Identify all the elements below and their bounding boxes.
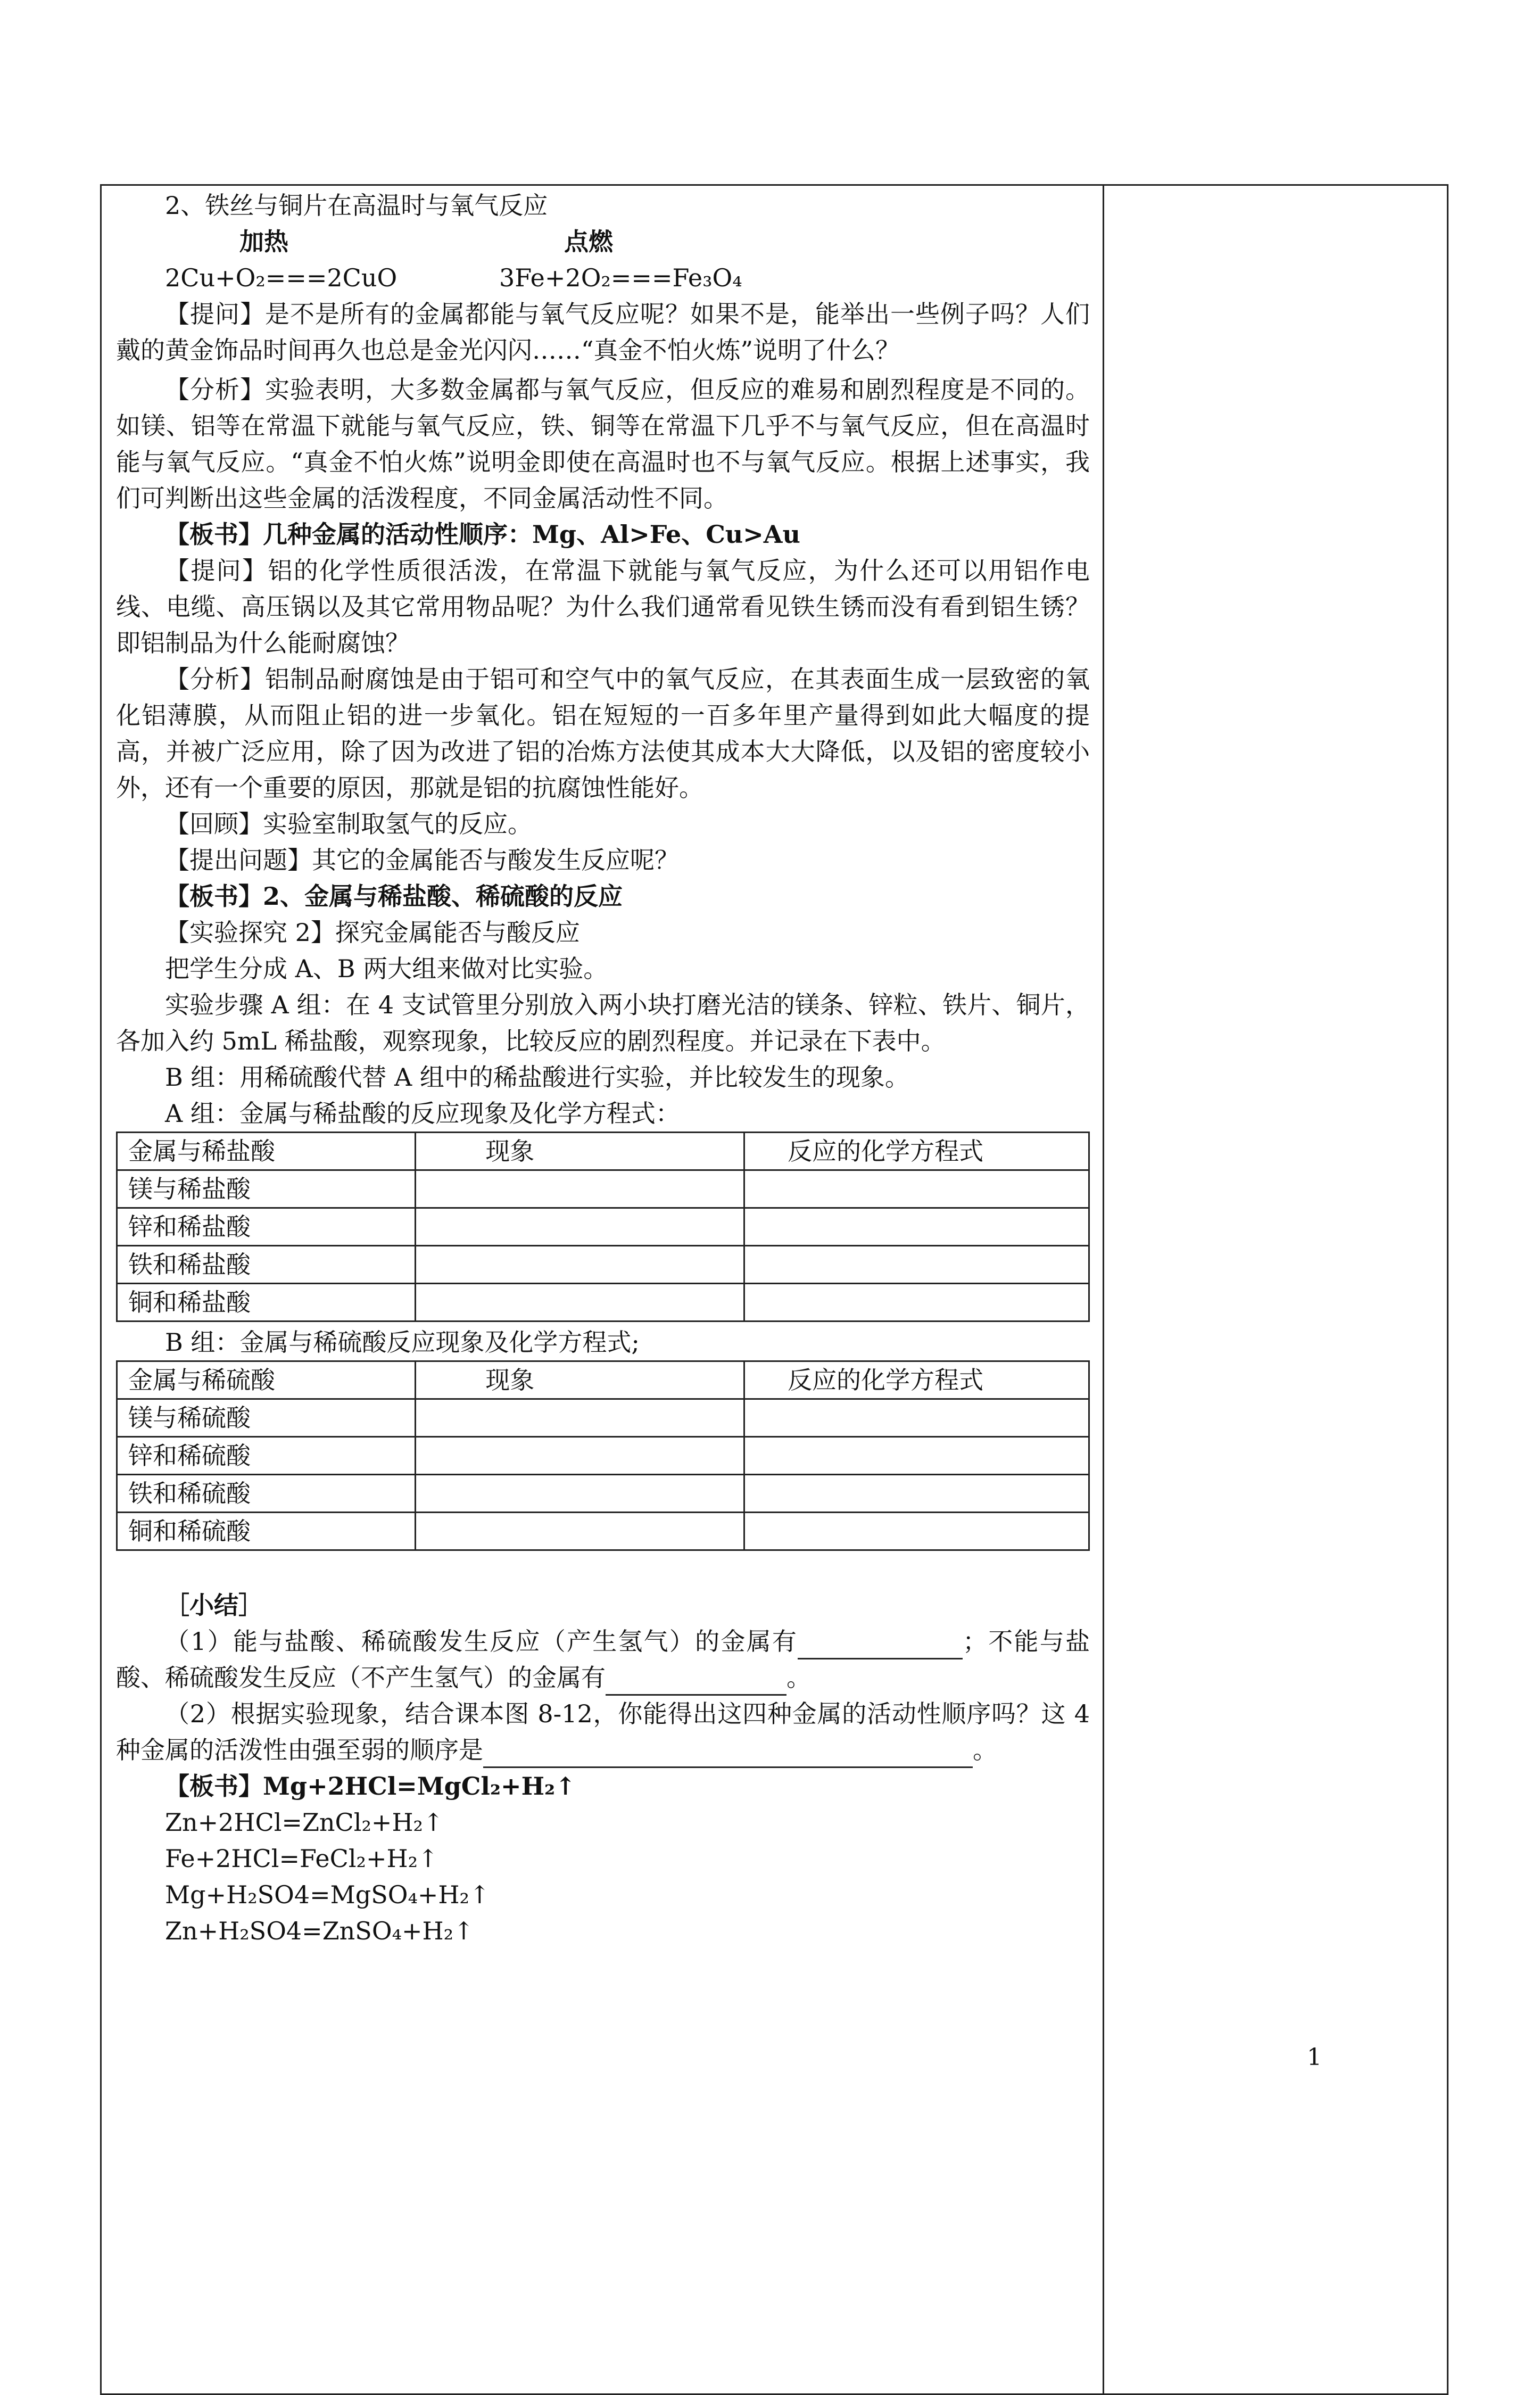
table-row [117, 1475, 1089, 1513]
table-header: 现象 [416, 1361, 744, 1399]
question-1: 【提问】是不是所有的金属都能与氧气反应呢？如果不是，能举出一些例子吗？人们戴的黄金饰品时间再久也总是金光闪闪……“真金不怕火炼”说明了什么？ [116, 300, 1090, 365]
table-a-caption: A 组：金属与稀盐酸的反应现象及化学方程式： [165, 1099, 680, 1128]
table-cell [416, 1437, 744, 1475]
table-row [117, 1513, 1089, 1550]
table-header: 反应的化学方程式 [744, 1133, 1089, 1170]
equation-copper: 2Cu+O₂===2CuO [165, 263, 398, 292]
table-header: 反应的化学方程式 [744, 1361, 1089, 1399]
table-cell [416, 1475, 744, 1513]
table-cell: 铜和稀盐酸 [117, 1284, 416, 1322]
summary-2-text-a: （2）根据实验现象，结合课本图 8-12，你能得出这四种金属的活动性顺序吗？这 4 种金属的活泼性由强至弱的顺序是 [116, 1699, 1090, 1764]
table-cell: 锌和稀盐酸 [117, 1208, 416, 1246]
table-b-caption: B 组：金属与稀硫酸反应现象及化学方程式; [165, 1328, 640, 1357]
table-header: 现象 [416, 1133, 744, 1170]
equation-line: Mg+2HCl=MgCl₂+H₂↑ [263, 1772, 576, 1801]
table-cell [744, 1437, 1089, 1475]
table-b [116, 1360, 1090, 1551]
summary-title: ［小结］ [165, 1591, 263, 1620]
table-cell [744, 1399, 1089, 1437]
summary-2 [116, 1696, 1090, 1768]
steps-b: B 组：用稀硫酸代替 A 组中的稀盐酸进行实验，并比较发生的现象。 [165, 1063, 909, 1092]
table-cell [416, 1284, 744, 1322]
condition-ignite: 点燃 [564, 227, 613, 256]
section-title: 2、铁丝与铜片在高温时与氧气反应 [165, 191, 548, 220]
table-cell [416, 1208, 744, 1246]
summary-1 [116, 1623, 1090, 1696]
table-row [117, 1246, 1089, 1284]
page-number: 1 [1307, 2044, 1322, 2071]
analysis-2: 【分析】铝制品耐腐蚀是由于铝可和空气中的氧气反应，在其表面生成一层致密的氧化铝薄膜，从而阻止铝的进一步氧化。铝在短短的一百多年里产量得到如此大幅度的提高，并被广泛应用，除了因为改进了铝的冶炼方法使其成本大大降低，以及铝的密度较小外，还有一个重要的原因，那就是铝的抗腐蚀性能好。 [116, 665, 1090, 802]
raise-question: 【提出问题】其它的金属能否与酸发生反应呢？ [165, 846, 679, 874]
condition-heat: 加热 [239, 227, 288, 256]
table-header: 金属与稀盐酸 [117, 1133, 416, 1170]
table-cell [416, 1399, 744, 1437]
table-cell [744, 1208, 1089, 1246]
summary-1-text-c: 。 [786, 1663, 811, 1692]
table-cell [744, 1284, 1089, 1322]
table-cell [744, 1246, 1089, 1284]
table-row [117, 1399, 1089, 1437]
board-label: 【板书】 [165, 1772, 263, 1801]
table-row [117, 1284, 1089, 1322]
table-a [116, 1132, 1090, 1322]
table-header: 金属与稀硫酸 [117, 1361, 416, 1399]
table-cell [416, 1513, 744, 1550]
equation-iron: 3Fe+2O₂===Fe₃O₄ [499, 263, 742, 292]
summary-1-text-a: （1）能与盐酸、稀硫酸发生反应（产生氢气）的金属有 [165, 1627, 798, 1656]
board-note-1: 【板书】几种金属的活动性顺序：Mg、Al>Fe、Cu>Au [165, 520, 800, 549]
answer-blank[interactable] [483, 1743, 973, 1768]
table-cell [744, 1475, 1089, 1513]
answer-blank[interactable] [606, 1671, 786, 1696]
column-divider [1103, 184, 1104, 2395]
table-cell: 铜和稀硫酸 [117, 1513, 416, 1550]
analysis-1: 【分析】实验表明，大多数金属都与氧气反应，但反应的难易和剧烈程度是不同的。如镁、铝等在常温下就能与氧气反应，铁、铜等在常温下几乎不与氧气反应，但在高温时能与氧气反应。“真金不怕火炼”说明金即使在高温时也不与氧气反应。根据上述事实，我们可判断出这些金属的活泼程度，不同金属活动性不同。 [116, 375, 1090, 513]
board-note-3 [116, 1768, 1090, 1804]
table-cell: 锌和稀硫酸 [117, 1437, 416, 1475]
equation-line: Zn+H₂SO4=ZnSO₄+H₂↑ [165, 1917, 474, 1945]
top-equations [116, 224, 1090, 296]
experiment-title: 【实验探究 2】探究金属能否与酸反应 [165, 918, 580, 947]
main-column [116, 187, 1090, 1949]
table-cell [744, 1170, 1089, 1208]
equation-line: Mg+H₂SO4=MgSO₄+H₂↑ [165, 1880, 490, 1909]
equation-line: Fe+2HCl=FeCl₂+H₂↑ [165, 1844, 438, 1873]
board-note-2: 【板书】2、金属与稀盐酸、稀硫酸的反应 [165, 882, 623, 911]
summary-2-text-b: 。 [973, 1736, 997, 1764]
table-row [117, 1361, 1089, 1399]
equation-line: Zn+2HCl=ZnCl₂+H₂↑ [165, 1808, 444, 1837]
table-cell [416, 1170, 744, 1208]
table-cell: 镁与稀盐酸 [117, 1170, 416, 1208]
table-cell: 铁和稀硫酸 [117, 1475, 416, 1513]
question-2: 【提问】铝的化学性质很活泼，在常温下就能与氧气反应，为什么还可以用铝作电线、电缆、高压锅以及其它常用物品呢？为什么我们通常看见铁生锈而没有看到铝生锈？即铝制品为什么能耐腐蚀？ [116, 556, 1090, 657]
review: 【回顾】实验室制取氢气的反应。 [165, 810, 532, 838]
steps-a: 实验步骤 A 组：在 4 支试管里分别放入两小块打磨光洁的镁条、锌粒、铁片、铜片，各加入约 5mL 稀盐酸，观察现象，比较反应的剧烈程度。并记录在下表中。 [116, 990, 1090, 1055]
table-row [117, 1170, 1089, 1208]
table-cell [744, 1513, 1089, 1550]
answer-blank[interactable] [798, 1634, 963, 1659]
table-cell [416, 1246, 744, 1284]
groups-text: 把学生分成 A、B 两大组来做对比实验。 [165, 954, 608, 983]
table-row [117, 1133, 1089, 1170]
table-row [117, 1437, 1089, 1475]
table-cell: 镁与稀硫酸 [117, 1399, 416, 1437]
table-cell: 铁和稀盐酸 [117, 1246, 416, 1284]
summary-1-text-b: ；不能与盐酸、稀硫酸发生反应（不产生氢气）的金属有 [116, 1627, 1090, 1692]
table-row [117, 1208, 1089, 1246]
